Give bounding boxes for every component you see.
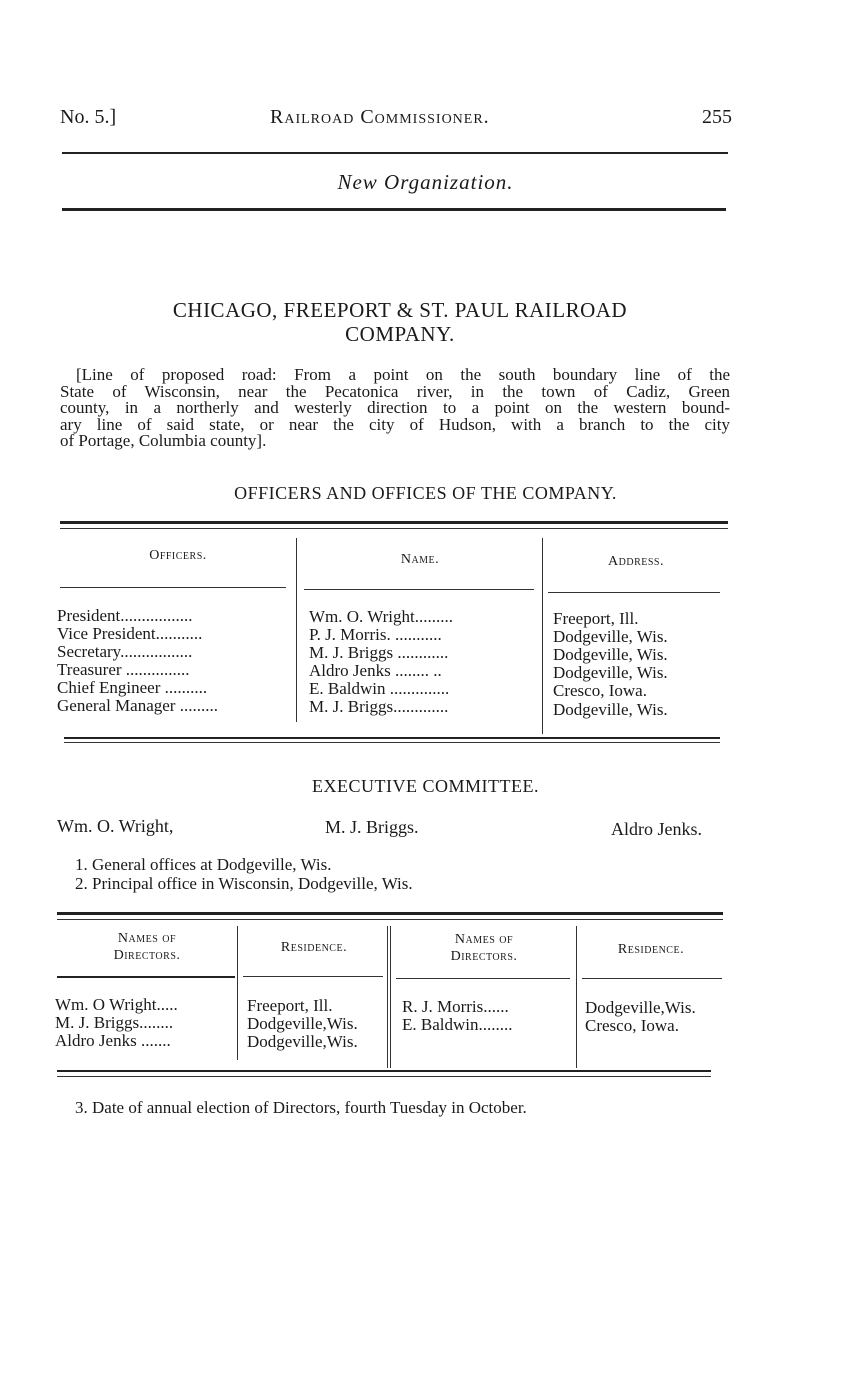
director-name-cell: Wm. O Wright..... <box>55 995 178 1014</box>
officer-address-cell: Dodgeville, Wis. <box>553 700 668 719</box>
header-underline <box>243 976 383 977</box>
company-title-line-1: CHICAGO, FREEPORT & ST. PAUL RAILROAD <box>172 298 628 322</box>
page-number: 255 <box>702 106 732 128</box>
office-cell: Vice President........... <box>57 624 203 643</box>
running-head <box>60 106 732 134</box>
header-underline <box>304 589 534 590</box>
officers-table-top-rule <box>60 521 728 524</box>
description-line: [Line of proposed road: From a point on the south boundary line of the <box>76 365 730 384</box>
column-divider <box>237 926 238 1060</box>
director-residence-cell: Dodgeville,Wis. <box>247 1032 358 1051</box>
officer-address-cell: Freeport, Ill. <box>553 609 639 628</box>
committee-member: Wm. O. Wright, <box>57 816 174 836</box>
column-header-director-names <box>57 930 237 964</box>
note-principal-office: 2. Principal office in Wisconsin, Dodgeville, Wis. <box>75 874 413 893</box>
directors-table-top-rule-2 <box>57 919 723 920</box>
office-cell: General Manager ......... <box>57 696 218 715</box>
committee-member: Aldro Jenks. <box>611 819 702 839</box>
header-underline <box>582 978 722 979</box>
column-divider <box>576 926 577 1068</box>
description-line: of Portage, Columbia county]. <box>60 431 267 450</box>
director-name-cell: R. J. Morris...... <box>402 997 509 1016</box>
office-cell: President................. <box>57 606 193 625</box>
section-rule <box>62 208 726 211</box>
description-line: ary line of said state, or near the city of Hudson, with a branch to the city <box>60 414 730 434</box>
directors-table-bottom-rule-2 <box>57 1076 711 1077</box>
column-header-officers: Officers. <box>149 548 207 563</box>
committee-member: M. J. Briggs. <box>325 817 419 837</box>
director-name-cell: Aldro Jenks ....... <box>55 1031 171 1050</box>
officer-address-cell: Cresco, Iowa. <box>553 681 647 700</box>
director-name-cell: E. Baldwin........ <box>402 1015 513 1034</box>
company-title-line-2: COMPANY. <box>345 322 455 346</box>
office-cell: Secretary................. <box>57 642 193 661</box>
director-residence-cell: Dodgeville,Wis. <box>247 1014 358 1033</box>
officer-name-cell: Wm. O. Wright......... <box>309 607 453 626</box>
running-title: Railroad Commissioner. <box>270 106 490 128</box>
column-divider <box>387 926 388 1068</box>
officer-name-cell: E. Baldwin .............. <box>309 679 450 698</box>
column-header-director-names-text: Names of Directors. <box>113 931 181 963</box>
column-divider <box>296 538 297 722</box>
office-cell: Treasurer ............... <box>57 660 190 679</box>
director-residence-cell: Cresco, Iowa. <box>585 1016 679 1035</box>
column-header-director-names <box>392 931 576 965</box>
director-name-cell: M. J. Briggs........ <box>55 1013 174 1032</box>
description-line: State of Wisconsin, near the Pecatonica river, in the town of Cadiz, Green <box>60 381 730 401</box>
officers-table-bottom-rule <box>64 737 720 739</box>
column-divider <box>390 926 391 1068</box>
officers-heading: OFFICERS AND OFFICES OF THE COMPANY. <box>234 483 617 503</box>
note-annual-election: 3. Date of annual election of Directors, fourth Tuesday in October. <box>75 1098 527 1117</box>
company-title <box>100 298 700 346</box>
officer-name-cell: M. J. Briggs ............ <box>309 643 449 662</box>
office-cell: Chief Engineer .......... <box>57 678 208 697</box>
directors-table-top-rule <box>57 912 723 915</box>
officer-name-cell: Aldro Jenks ........ .. <box>309 661 442 680</box>
officer-address-cell: Dodgeville, Wis. <box>553 663 668 682</box>
section-label: New Organization. <box>337 170 514 194</box>
director-residence-cell: Freeport, Ill. <box>247 996 333 1015</box>
directors-table-bottom-rule <box>57 1070 711 1072</box>
header-rule <box>62 152 728 154</box>
header-underline <box>548 592 720 593</box>
route-description <box>60 367 730 450</box>
header-underline <box>60 587 286 588</box>
document-number: No. 5.] <box>60 106 117 128</box>
header-underline <box>396 978 570 979</box>
header-underline <box>57 976 235 978</box>
column-header-residence: Residence. <box>617 942 685 957</box>
column-divider <box>542 538 543 734</box>
executive-committee-heading: EXECUTIVE COMMITTEE. <box>312 776 539 796</box>
officer-address-cell: Dodgeville, Wis. <box>553 627 668 646</box>
officers-table-top-rule-2 <box>60 528 728 529</box>
officer-name-cell: P. J. Morris. ........... <box>309 625 442 644</box>
column-header-address: Address. <box>608 554 664 569</box>
column-header-director-names-text: Names of Directors. <box>450 932 518 964</box>
officer-name-cell: M. J. Briggs............. <box>309 697 449 716</box>
note-general-offices: 1. General offices at Dodgeville, Wis. <box>75 855 332 874</box>
description-line: county, in a northerly and westerly direction to a point on the western bound- <box>60 398 730 417</box>
column-header-name: Name. <box>400 552 440 567</box>
officer-address-cell: Dodgeville, Wis. <box>553 645 668 664</box>
officers-table-bottom-rule-2 <box>64 742 720 743</box>
column-header-residence: Residence. <box>280 940 348 955</box>
director-residence-cell: Dodgeville,Wis. <box>585 998 696 1017</box>
